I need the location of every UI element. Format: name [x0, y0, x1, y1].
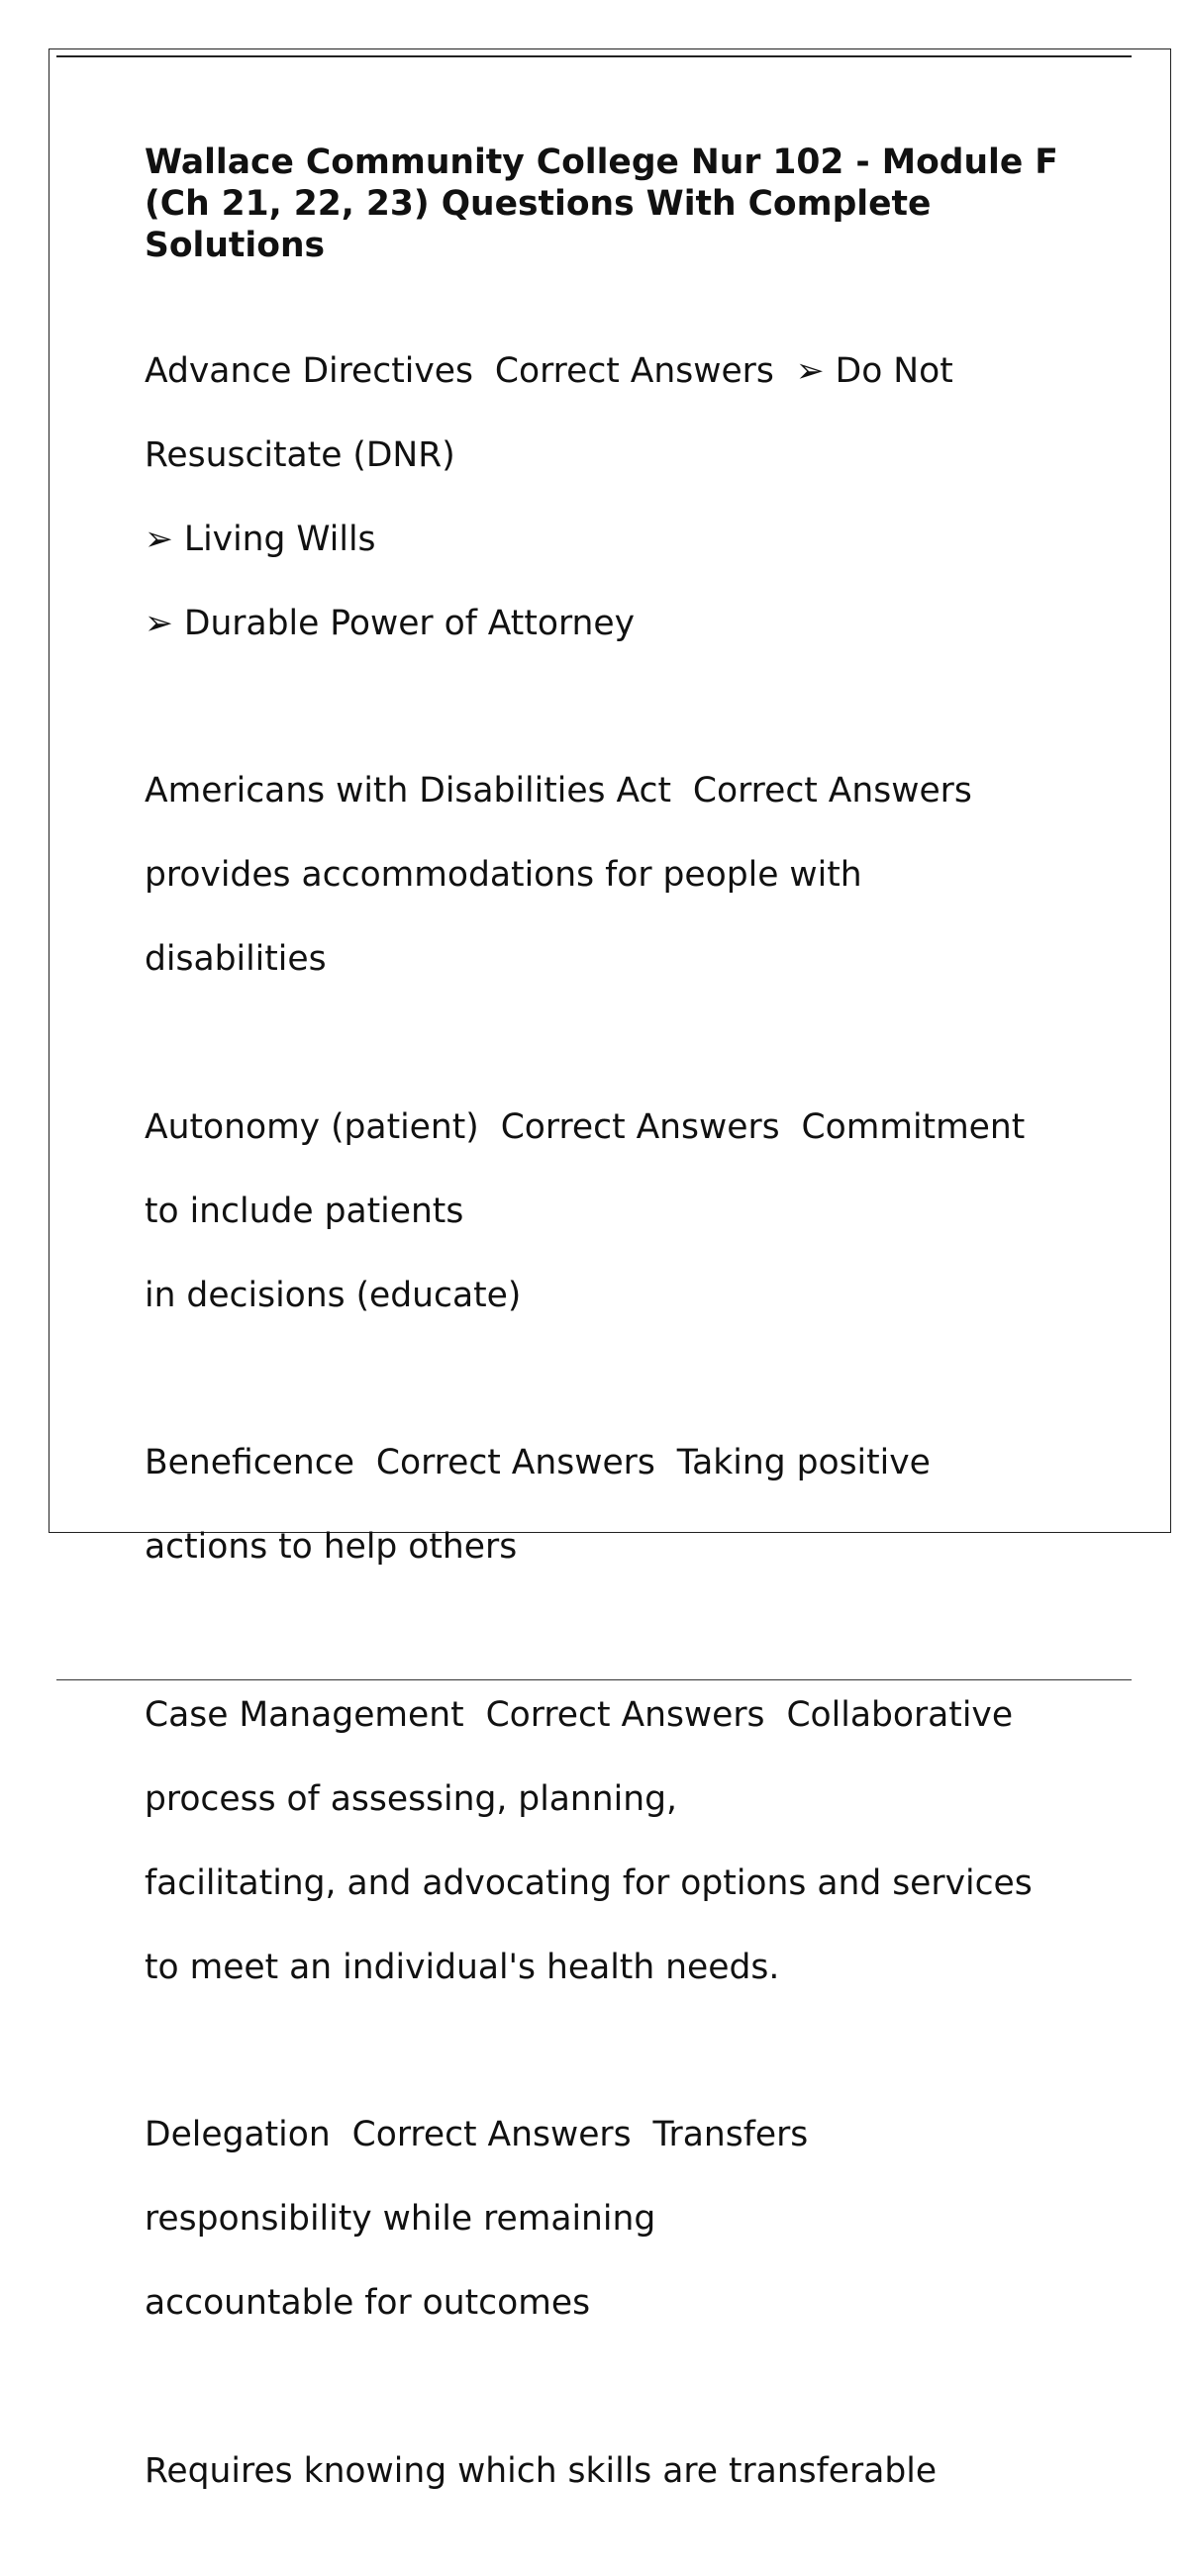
entry-line: disabilities — [145, 939, 327, 979]
entry-line: to include patients — [145, 1191, 464, 1231]
entry-advance-directives — [145, 308, 1095, 687]
entry-line: to meet an individual's health needs. — [145, 1947, 780, 1987]
entry-line: Resuscitate (DNR) — [145, 434, 455, 475]
entry-line: Case Management Correct Answers Collaborative — [145, 1694, 1014, 1735]
document-body — [145, 142, 1095, 2576]
page-bottom-rule — [56, 1679, 1132, 1680]
entry-line: Advance Directives Correct Answers ➢ Do Not — [145, 350, 953, 391]
entry-case-management — [145, 1652, 1095, 2031]
entry-line: in decisions (educate) — [145, 1275, 522, 1315]
entry-line: facilitating, and advocating for options and services — [145, 1862, 1033, 1903]
entry-line: Autonomy (patient) Correct Answers Commitment — [145, 1106, 1026, 1147]
entry-delegation-note — [145, 2408, 1095, 2534]
entry-line: actions to help others — [145, 1527, 518, 1567]
entry-beneficence — [145, 1400, 1095, 1611]
entry-line: process of assessing, planning, — [145, 1778, 677, 1819]
entry-line: Beneficence Correct Answers Taking positive — [145, 1443, 931, 1482]
document-title: Wallace Community College Nur 102 - Module F (Ch 21, 22, 23) Questions With Complete Solutions — [145, 143, 1058, 265]
entry-line: accountable for outcomes — [145, 2283, 591, 2323]
entry-delegation — [145, 2072, 1095, 2367]
entry-line: Americans with Disabilities Act Correct Answers — [145, 771, 972, 811]
entry-autonomy — [145, 1064, 1095, 1359]
entry-americans-with-disabilities-act — [145, 728, 1095, 1023]
entry-line: responsibility while remaining — [145, 2199, 656, 2239]
entry-line: provides accommodations for people with — [145, 855, 862, 895]
entry-line: ➢ Durable Power of Attorney — [145, 603, 636, 643]
top-rule — [56, 55, 1132, 57]
entry-line: Delegation Correct Answers Transfers — [145, 2115, 809, 2154]
entry-line: ➢ Living Wills — [145, 519, 376, 559]
entry-line: Requires knowing which skills are transferable — [145, 2450, 938, 2491]
